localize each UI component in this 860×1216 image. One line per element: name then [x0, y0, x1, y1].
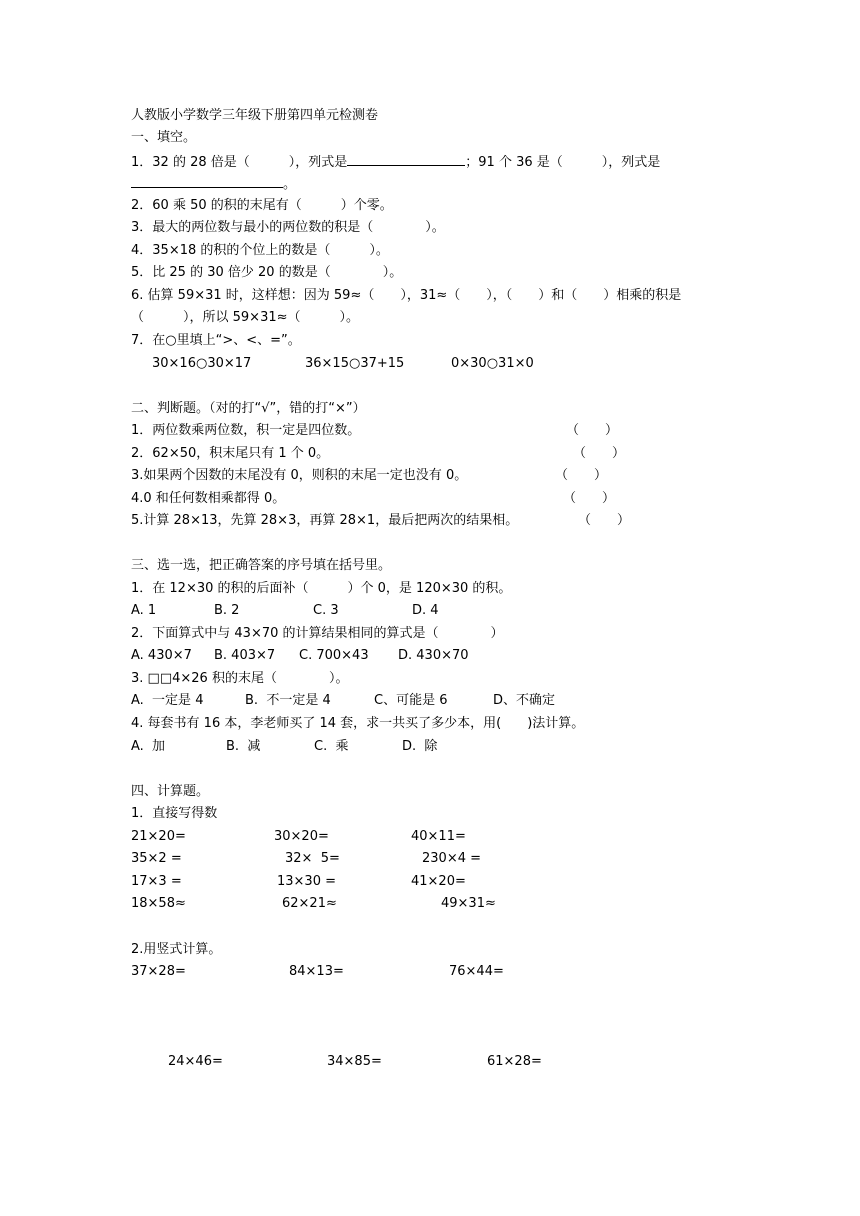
compare-item: 30×16○30×17	[152, 356, 252, 371]
choice-question-4: 4. 每套书有 16 本，李老师买了 14 套，求一共买了多少本，用( )法计算。	[131, 716, 585, 731]
question-1-3: 3．最大的两位数与最小的两位数的积是（ ）。	[131, 220, 445, 235]
compare-item: 36×15○37+15	[305, 356, 405, 371]
question-1-6: 6. 估算 59×31 时，这样想：因为 59≈（ ），31≈（ ），（ ）和（ ）相乘的积是	[131, 288, 682, 303]
calc-item: 230×4 =	[422, 851, 482, 866]
vertical-calc-item: 37×28=	[131, 964, 186, 979]
choice-option: B. 减	[226, 739, 261, 754]
calc-item: 17×3 =	[131, 874, 182, 889]
vertical-calc-item: 61×28=	[487, 1054, 542, 1069]
q1-text-b: ；91 个 36 是（ ），列式是	[465, 155, 661, 170]
section-4-heading: 四、计算题。	[131, 784, 210, 799]
q1-text-a: 1．32 的 28 倍是（ ），列式是	[131, 155, 348, 170]
choice-question-1: 1．在 12×30 的积的后面补（ ）个 0，是 120×30 的积。	[131, 581, 512, 596]
choice-option: C. 乘	[314, 739, 349, 754]
choice-option: A. 430×7	[131, 648, 192, 663]
vertical-calc-item: 84×13=	[289, 964, 344, 979]
question-1-2: 2．60 乘 50 的积的末尾有（ ）个零。	[131, 198, 393, 213]
judge-item-1: 1．两位数乘两位数，积一定是四位数。	[131, 423, 361, 438]
calc-item: 32× 5=	[285, 851, 340, 866]
answer-paren: （ ）	[555, 468, 608, 483]
calc-item: 35×2 =	[131, 851, 182, 866]
section-1-heading: 一、填空。	[131, 130, 197, 145]
choice-option: C. 3	[313, 603, 339, 618]
question-1-7: 7．在○里填上“>、<、=”。	[131, 333, 301, 348]
calc-item: 18×58≈	[131, 896, 186, 911]
calc-item: 13×30 =	[277, 874, 337, 889]
vertical-calc-item: 76×44=	[449, 964, 504, 979]
calc-item: 49×31≈	[441, 896, 496, 911]
choice-option: A. 加	[131, 739, 166, 754]
question-1-1	[131, 152, 660, 172]
compare-item: 0×30○31×0	[451, 356, 534, 371]
vertical-calc-item: 24×46=	[168, 1054, 223, 1069]
question-1-5: 5．比 25 的 30 倍少 20 的数是（ ）。	[131, 265, 403, 280]
answer-blank	[131, 174, 283, 188]
choice-option: A. 一定是 4	[131, 693, 204, 708]
calc-item: 62×21≈	[282, 896, 337, 911]
choice-question-2: 2．下面算式中与 43×70 的计算结果相同的算式是（ ）	[131, 626, 504, 641]
answer-blank	[347, 152, 465, 166]
section-3-heading: 三、选一选，把正确答案的序号填在括号里。	[131, 558, 392, 573]
answer-paren: （ ）	[563, 491, 616, 506]
choice-option: B. 2	[214, 603, 240, 618]
calc-item: 40×11=	[411, 829, 466, 844]
calc-item: 30×20=	[274, 829, 329, 844]
judge-item-2: 2．62×50，积末尾只有 1 个 0。	[131, 446, 330, 461]
answer-paren: （ ）	[578, 513, 631, 528]
choice-option: D. 4	[412, 603, 439, 618]
judge-item-5: 5.计算 28×13，先算 28×3，再算 28×1，最后把两次的结果相。	[131, 513, 519, 528]
subsection-vertical-calc: 2.用竖式计算。	[131, 942, 222, 957]
calc-item: 21×20=	[131, 829, 186, 844]
answer-paren: （ ）	[573, 446, 626, 461]
choice-option: B. 不一定是 4	[245, 693, 331, 708]
question-1-4: 4．35×18 的积的个位上的数是（ ）。	[131, 243, 389, 258]
worksheet-title: 人教版小学数学三年级下册第四单元检测卷	[131, 108, 379, 123]
choice-option: D、不确定	[493, 693, 556, 708]
q1-text-c: 。	[283, 177, 297, 192]
question-1-1-cont	[131, 174, 296, 194]
judge-item-3: 3.如果两个因数的末尾没有 0，则积的末尾一定也没有 0。	[131, 468, 468, 483]
choice-option: D. 430×70	[398, 648, 469, 663]
question-1-6-cont: （ ），所以 59×31≈（ ）。	[131, 310, 360, 325]
section-2-heading: 二、判断题。（对的打“√”，错的打“×”）	[131, 401, 366, 416]
choice-option: B. 403×7	[214, 648, 276, 663]
choice-option: C. 700×43	[299, 648, 369, 663]
choice-option: D. 除	[402, 739, 438, 754]
choice-option: A. 1	[131, 603, 157, 618]
judge-item-4: 4.0 和任何数相乘都得 0。	[131, 491, 286, 506]
subsection-direct-answers: 1．直接写得数	[131, 806, 218, 821]
vertical-calc-item: 34×85=	[327, 1054, 382, 1069]
calc-item: 41×20=	[411, 874, 466, 889]
choice-question-3: 3. □□4×26 积的末尾（ ）。	[131, 671, 349, 686]
answer-paren: （ ）	[566, 423, 619, 438]
choice-option: C、可能是 6	[374, 693, 448, 708]
